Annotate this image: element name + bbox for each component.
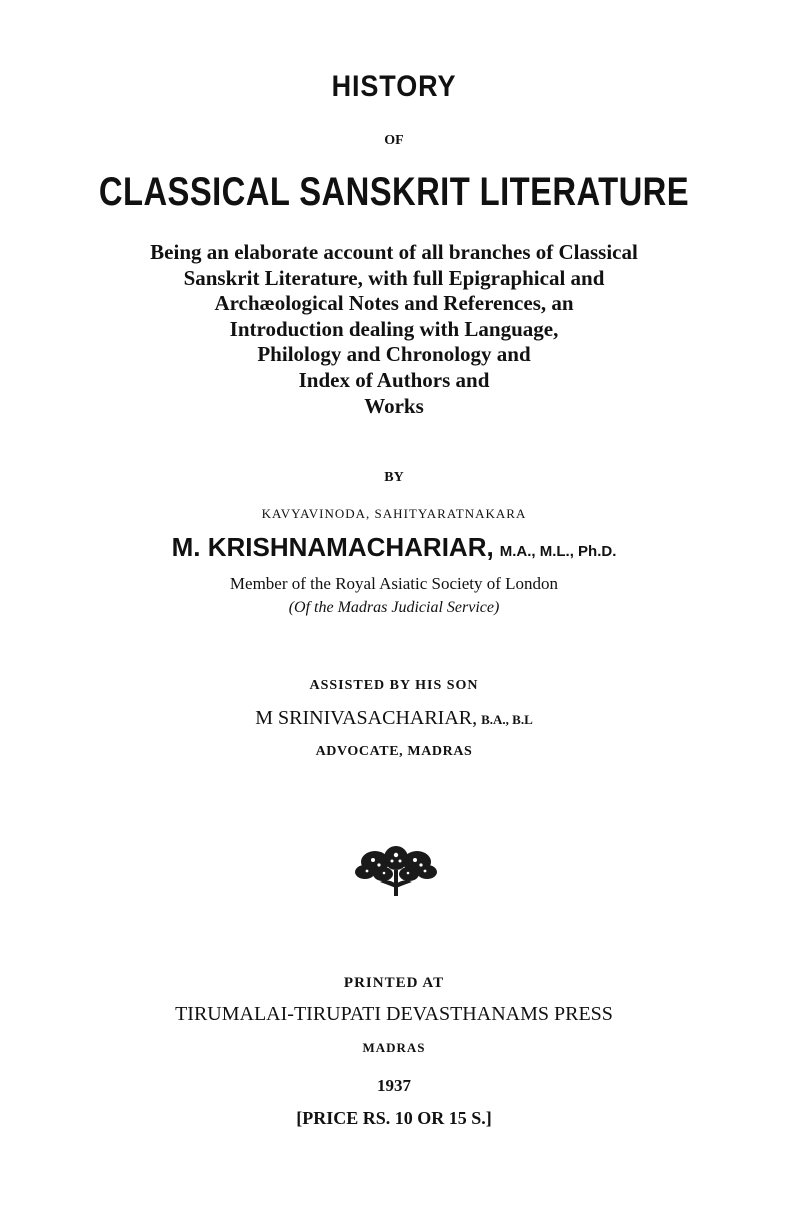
- author-service: (Of the Madras Judicial Service): [288, 599, 500, 616]
- author-honorifics: KAVYAVINODA, SAHITYARATNAKARA: [261, 506, 527, 521]
- press-name: TIRUMALAI-TIRUPATI DEVASTHANAMS PRESS: [175, 1003, 613, 1025]
- price-label: [PRICE RS. 10 OR 15 S.]: [296, 1108, 492, 1128]
- description-line: Archæological Notes and References, an: [214, 291, 574, 316]
- assistant-role: ADVOCATE, MADRAS: [315, 744, 473, 759]
- description-line: Index of Authors and: [298, 367, 490, 392]
- assisted-by-label: ASSISTED BY HIS SON: [309, 678, 479, 693]
- publication-year: 1937: [377, 1076, 411, 1095]
- title-of: OF: [384, 133, 404, 148]
- author-name: M. KRISHNAMACHARIAR,: [171, 532, 494, 562]
- author-line: [0, 532, 788, 563]
- author-membership: Member of the Royal Asiatic Society of London: [229, 574, 559, 593]
- imprint-place: MADRAS: [362, 1040, 426, 1055]
- assistant-line: [0, 707, 788, 730]
- description-block: [0, 240, 788, 419]
- description-line: Philology and Chronology and: [257, 342, 531, 367]
- title-history: HISTORY: [331, 70, 457, 103]
- author-degrees: M.A., M.L., Ph.D.: [499, 543, 617, 560]
- description-line: Sanskrit Literature, with full Epigraphical and: [183, 265, 605, 290]
- main-title: CLASSICAL SANSKRIT LITERATURE: [98, 170, 690, 214]
- description-line: Introduction dealing with Language,: [229, 316, 559, 341]
- description-line: Works: [364, 393, 424, 418]
- assistant-degrees: B.A., B.L: [481, 712, 533, 727]
- printed-at-label: PRINTED AT: [343, 975, 445, 991]
- description-line: Being an elaborate account of all branches of Classical: [150, 240, 638, 264]
- floral-ornament-icon: [353, 842, 439, 898]
- assistant-name: M SRINIVASACHARIAR,: [255, 707, 478, 729]
- by-label: BY: [384, 470, 404, 485]
